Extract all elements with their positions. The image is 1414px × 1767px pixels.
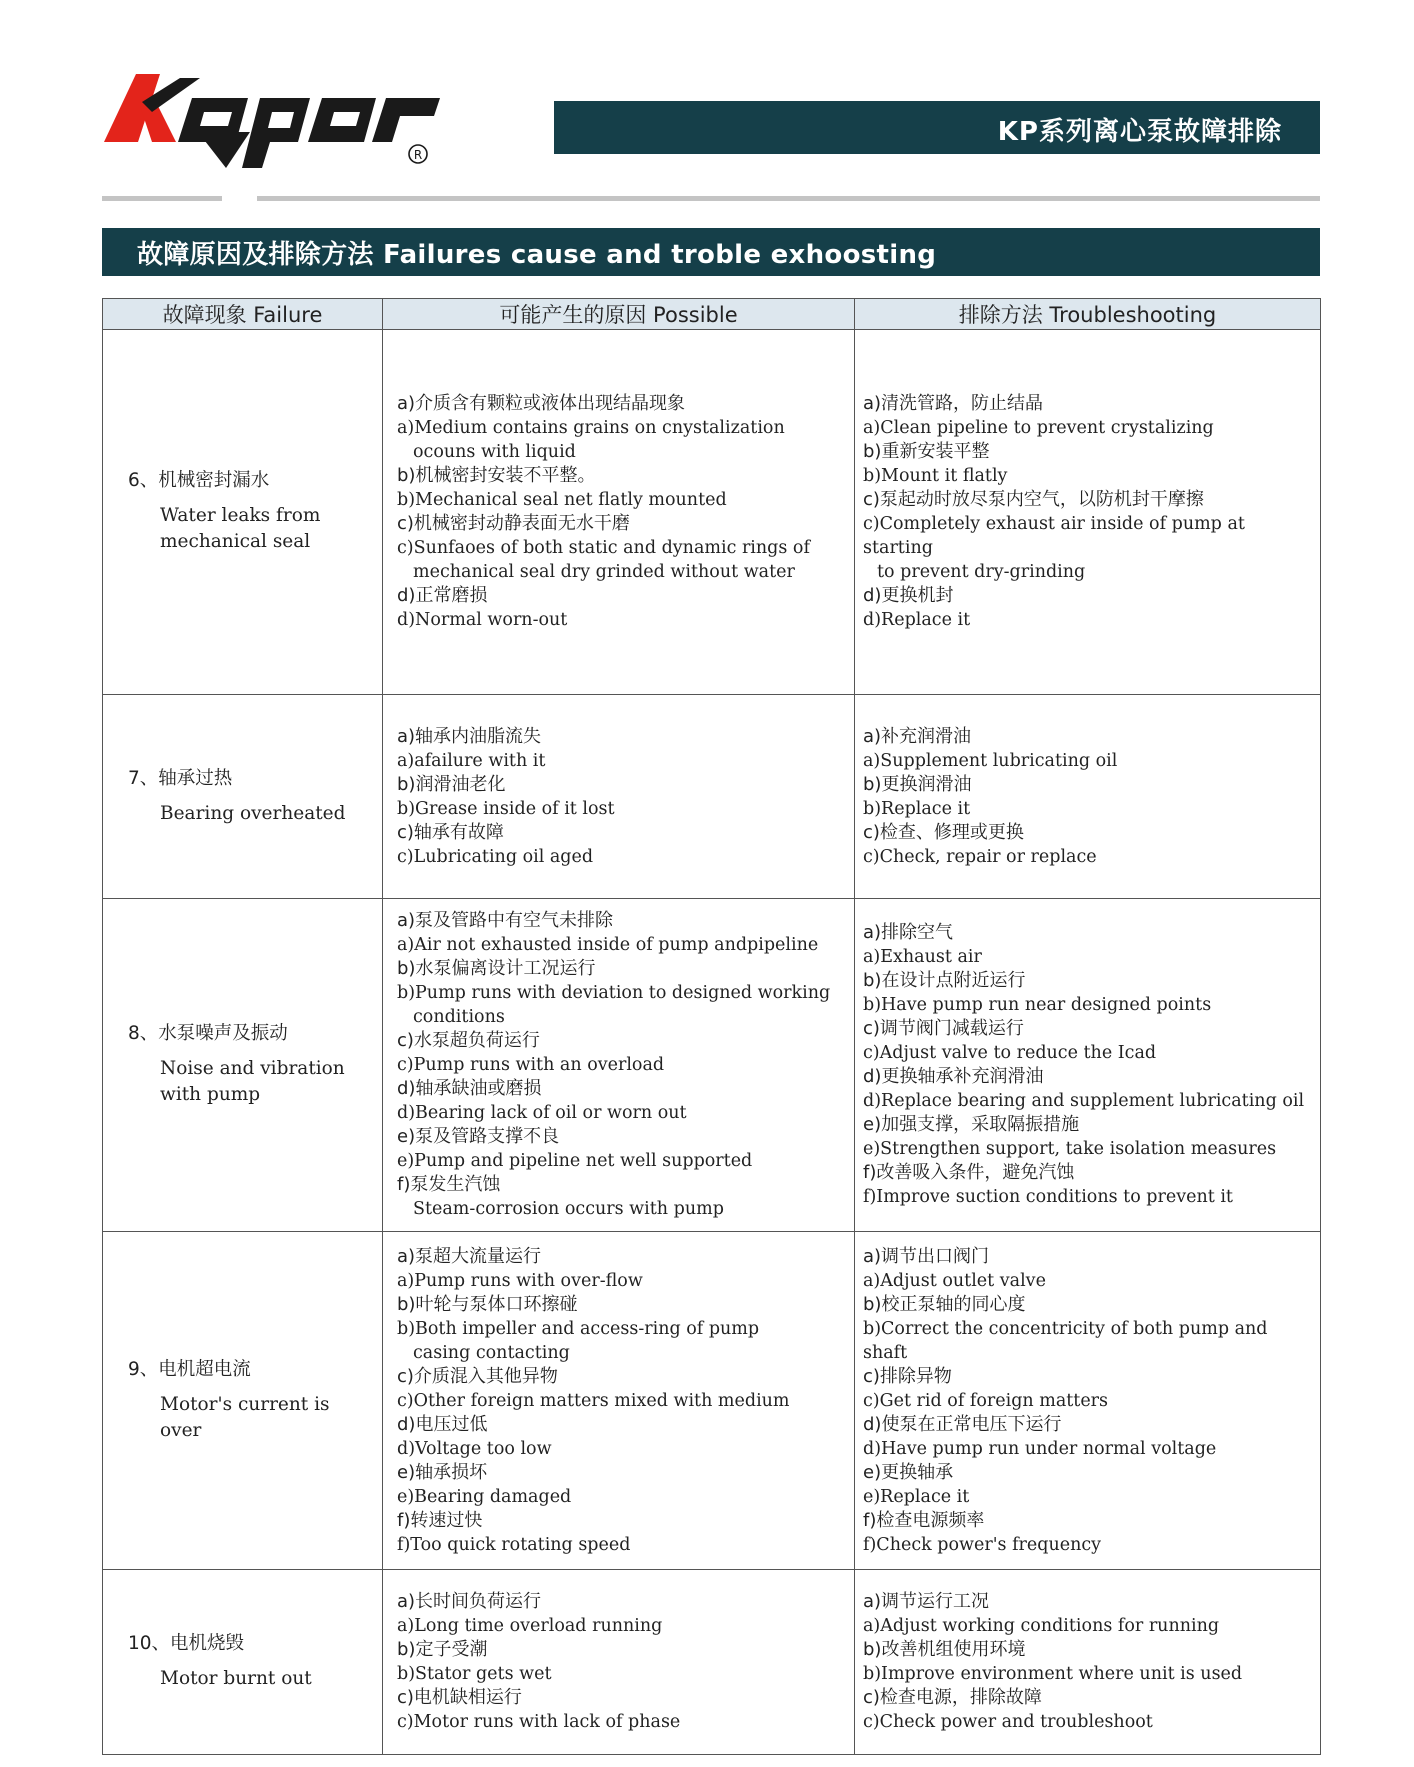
fix-line: c)调节阀门减载运行 bbox=[863, 1018, 1024, 1039]
cause-line: d)轴承缺油或磨损 bbox=[397, 1078, 542, 1099]
fix-line: a)补充润滑油 bbox=[863, 725, 972, 747]
table-row bbox=[103, 1570, 1321, 1755]
cause-line: mechanical seal dry grinded without water bbox=[413, 562, 795, 582]
header-troubleshooting: 排除方法 Troubleshooting bbox=[855, 299, 1321, 330]
header-possible-cause: 可能产生的原因 Possible bbox=[383, 299, 855, 330]
failure-name-cn: 9、电机超电流 bbox=[128, 1358, 251, 1380]
fix-line: c)Completely exhaust air inside of pump at starting bbox=[863, 514, 1245, 558]
fix-cell bbox=[855, 1570, 1321, 1755]
fix-line: b)Replace it bbox=[863, 798, 971, 819]
fix-line: c)排除异物 bbox=[863, 1365, 952, 1387]
failure-cell bbox=[103, 899, 383, 1232]
cause-line: e)Bearing damaged bbox=[397, 1486, 572, 1507]
fix-line: c)检查、修理或更换 bbox=[863, 821, 1024, 843]
fix-cell bbox=[855, 899, 1321, 1232]
cause-line: e)泵及管路支撑不良 bbox=[397, 1126, 560, 1147]
table-row bbox=[103, 899, 1321, 1232]
cause-line: b)Grease inside of it lost bbox=[397, 798, 615, 819]
fix-line: f)Improve suction conditions to prevent it bbox=[863, 1187, 1233, 1207]
cause-line: b)Mechanical seal net flatly mounted bbox=[397, 490, 727, 510]
failure-cell bbox=[103, 330, 383, 695]
cause-line: d)电压过低 bbox=[397, 1413, 488, 1435]
table-row bbox=[103, 695, 1321, 899]
failure-name-en: Water leaks from mechanical seal bbox=[160, 505, 321, 552]
fix-line: a)Clean pipeline to prevent crystalizing bbox=[863, 418, 1214, 438]
fix-line: a)清洗管路，防止结晶 bbox=[863, 393, 1044, 414]
fix-line: f)改善吸入条件，避免汽蚀 bbox=[863, 1162, 1075, 1183]
fix-line: a)Adjust working conditions for running bbox=[863, 1616, 1220, 1636]
fix-line: b)Mount it flatly bbox=[863, 466, 1008, 486]
cause-line: f)泵发生汽蚀 bbox=[397, 1174, 501, 1195]
cause-line: e)Pump and pipeline net well supported bbox=[397, 1151, 753, 1171]
section-bar bbox=[102, 228, 1320, 276]
fix-line: d)Replace it bbox=[863, 610, 971, 630]
logo-letter-p bbox=[242, 98, 310, 168]
cause-line: c)介质混入其他异物 bbox=[397, 1365, 558, 1387]
fix-line: d)Have pump run under normal voltage bbox=[863, 1438, 1217, 1459]
cause-line: c)水泵超负荷运行 bbox=[397, 1030, 540, 1051]
cause-line: c)机械密封动静表面无水干磨 bbox=[397, 513, 630, 534]
cause-line: a)轴承内油脂流失 bbox=[397, 725, 542, 747]
header-rule-right bbox=[257, 196, 1320, 201]
fix-line: b)更换润滑油 bbox=[863, 773, 972, 795]
fix-line: b)重新安装平整 bbox=[863, 441, 990, 462]
logo-letter-r bbox=[372, 98, 440, 142]
cause-line: a)Medium contains grains on cnystalization bbox=[397, 418, 785, 438]
cause-line: d)正常磨损 bbox=[397, 585, 488, 606]
fix-line: d)使泵在正常电压下运行 bbox=[863, 1413, 1062, 1435]
fix-line: to prevent dry-grinding bbox=[877, 562, 1086, 582]
cause-line: Steam-corrosion occurs with pump bbox=[413, 1199, 724, 1219]
fix-line: a)调节运行工况 bbox=[863, 1591, 990, 1612]
cause-line: c)电机缺相运行 bbox=[397, 1687, 522, 1708]
failure-cell bbox=[103, 695, 383, 899]
table-header-row bbox=[103, 299, 1321, 330]
fix-line: a)Adjust outlet valve bbox=[863, 1270, 1046, 1291]
cause-line: b)水泵偏离设计工况运行 bbox=[397, 958, 596, 979]
failure-name-en: Bearing overheated bbox=[160, 802, 346, 824]
cause-line: a)Pump runs with over-flow bbox=[397, 1270, 643, 1291]
cause-line: a)介质含有颗粒或液体出现结晶现象 bbox=[397, 393, 686, 414]
failure-name-cn: 8、水泵噪声及振动 bbox=[128, 1023, 288, 1044]
cause-line: casing contacting bbox=[413, 1342, 570, 1363]
fix-line: b)在设计点附近运行 bbox=[863, 970, 1026, 991]
logo-letter-e2 bbox=[308, 98, 376, 142]
cause-line: b)Stator gets wet bbox=[397, 1664, 552, 1684]
failure-cell bbox=[103, 1232, 383, 1570]
table-row bbox=[103, 1232, 1321, 1570]
fix-line: b)Correct the concentricity of both pump and shaft bbox=[863, 1318, 1268, 1363]
cause-line: c)Motor runs with lack of phase bbox=[397, 1712, 681, 1732]
fix-line: c)Adjust valve to reduce the Icad bbox=[863, 1043, 1157, 1063]
fix-line: a)调节出口阀门 bbox=[863, 1245, 990, 1267]
fix-line: b)Have pump run near designed points bbox=[863, 995, 1212, 1015]
fix-line: b)校正泵轴的同心度 bbox=[863, 1293, 1026, 1315]
fix-line: c)Check power and troubleshoot bbox=[863, 1712, 1153, 1732]
cause-line: d)Normal worn-out bbox=[397, 610, 568, 630]
fix-line: a)排除空气 bbox=[863, 922, 954, 943]
fix-line: e)加强支撑，采取隔振措施 bbox=[863, 1114, 1080, 1135]
cause-cell bbox=[383, 899, 855, 1232]
cause-line: e)轴承损坏 bbox=[397, 1461, 488, 1483]
cause-cell bbox=[383, 1570, 855, 1755]
troubleshooting-table bbox=[102, 298, 1321, 1755]
fix-line: c)检查电源，排除故障 bbox=[863, 1687, 1042, 1708]
logo-letter-e1 bbox=[178, 98, 248, 142]
logo-k-red-arm bbox=[140, 106, 176, 142]
fix-line: d)更换轴承补充润滑油 bbox=[863, 1066, 1044, 1087]
cause-cell bbox=[383, 330, 855, 695]
failure-name-cn: 10、电机烧毁 bbox=[128, 1633, 245, 1654]
failure-name-en: Noise and vibration with pump bbox=[160, 1058, 345, 1105]
cause-line: ocouns with liquid bbox=[413, 442, 576, 462]
cause-line: d)Bearing lack of oil or worn out bbox=[397, 1103, 687, 1123]
section-title: 故障原因及排除方法 Failures cause and troble exhoosting bbox=[137, 240, 937, 270]
cause-line: c)Other foreign matters mixed with medium bbox=[397, 1390, 790, 1411]
cause-line: a)泵及管路中有空气未排除 bbox=[397, 910, 614, 931]
cause-cell bbox=[383, 1232, 855, 1570]
cause-line: c)轴承有故障 bbox=[397, 821, 504, 843]
cause-line: b)机械密封安装不平整。 bbox=[397, 465, 596, 486]
cause-line: f)Too quick rotating speed bbox=[397, 1534, 631, 1555]
cause-line: b)Pump runs with deviation to designed working bbox=[397, 983, 831, 1003]
header-bar bbox=[554, 101, 1320, 154]
cause-line: a)afailure with it bbox=[397, 750, 546, 771]
fix-line: b)改善机组使用环境 bbox=[863, 1639, 1026, 1660]
cause-line: a)泵超大流量运行 bbox=[397, 1245, 542, 1267]
fix-line: c)Get rid of foreign matters bbox=[863, 1390, 1109, 1411]
cause-line: c)Sunfaoes of both static and dynamic rings of bbox=[397, 538, 810, 558]
cause-line: b)定子受潮 bbox=[397, 1639, 488, 1660]
cause-line: b)Both impeller and access-ring of pump bbox=[397, 1318, 760, 1339]
fix-line: f)Check power's frequency bbox=[863, 1534, 1102, 1555]
table-row bbox=[103, 330, 1321, 695]
failure-name-en: Motor's current is over bbox=[160, 1393, 330, 1441]
failure-cell bbox=[103, 1570, 383, 1755]
cause-line: c)Pump runs with an overload bbox=[397, 1055, 665, 1075]
fix-cell bbox=[855, 330, 1321, 695]
cause-line: conditions bbox=[413, 1007, 505, 1027]
fix-line: c)泵起动时放尽泵内空气，以防机封干摩擦 bbox=[863, 489, 1204, 510]
fix-line: e)Strengthen support, take isolation measures bbox=[863, 1139, 1277, 1159]
svg-text:R: R bbox=[413, 148, 423, 162]
fix-line: f)检查电源频率 bbox=[863, 1509, 985, 1531]
fix-line: c)Check, repair or replace bbox=[863, 846, 1097, 867]
fix-line: a)Supplement lubricating oil bbox=[863, 750, 1118, 771]
keper-logo bbox=[100, 72, 445, 177]
cause-line: b)叶轮与泵体口环擦碰 bbox=[397, 1293, 578, 1315]
fix-line: a)Exhaust air bbox=[863, 947, 982, 967]
fix-line: d)更换机封 bbox=[863, 585, 954, 606]
header-rule-left bbox=[102, 196, 222, 201]
failure-name-cn: 7、轴承过热 bbox=[128, 767, 233, 789]
failure-name-en: Motor burnt out bbox=[160, 1668, 312, 1689]
cause-line: a)长时间负荷运行 bbox=[397, 1591, 542, 1612]
cause-line: b)润滑油老化 bbox=[397, 773, 506, 795]
cause-line: d)Voltage too low bbox=[397, 1438, 552, 1459]
header-title: KP系列离心泵故障排除 bbox=[997, 117, 1282, 147]
header-failure: 故障现象 Failure bbox=[103, 299, 383, 330]
fix-line: b)Improve environment where unit is used bbox=[863, 1664, 1243, 1684]
cause-line: a)Long time overload running bbox=[397, 1616, 663, 1636]
fix-line: d)Replace bearing and supplement lubricating oil bbox=[863, 1091, 1305, 1111]
failure-name-cn: 6、机械密封漏水 bbox=[128, 470, 270, 491]
fix-cell bbox=[855, 1232, 1321, 1570]
cause-line: f)转速过快 bbox=[397, 1509, 483, 1531]
cause-cell bbox=[383, 695, 855, 899]
cause-line: a)Air not exhausted inside of pump andpipeline bbox=[397, 935, 819, 955]
table-body bbox=[103, 330, 1321, 1755]
fix-line: e)Replace it bbox=[863, 1486, 970, 1507]
cause-line: c)Lubricating oil aged bbox=[397, 846, 594, 867]
fix-line: e)更换轴承 bbox=[863, 1461, 954, 1483]
fix-cell bbox=[855, 695, 1321, 899]
